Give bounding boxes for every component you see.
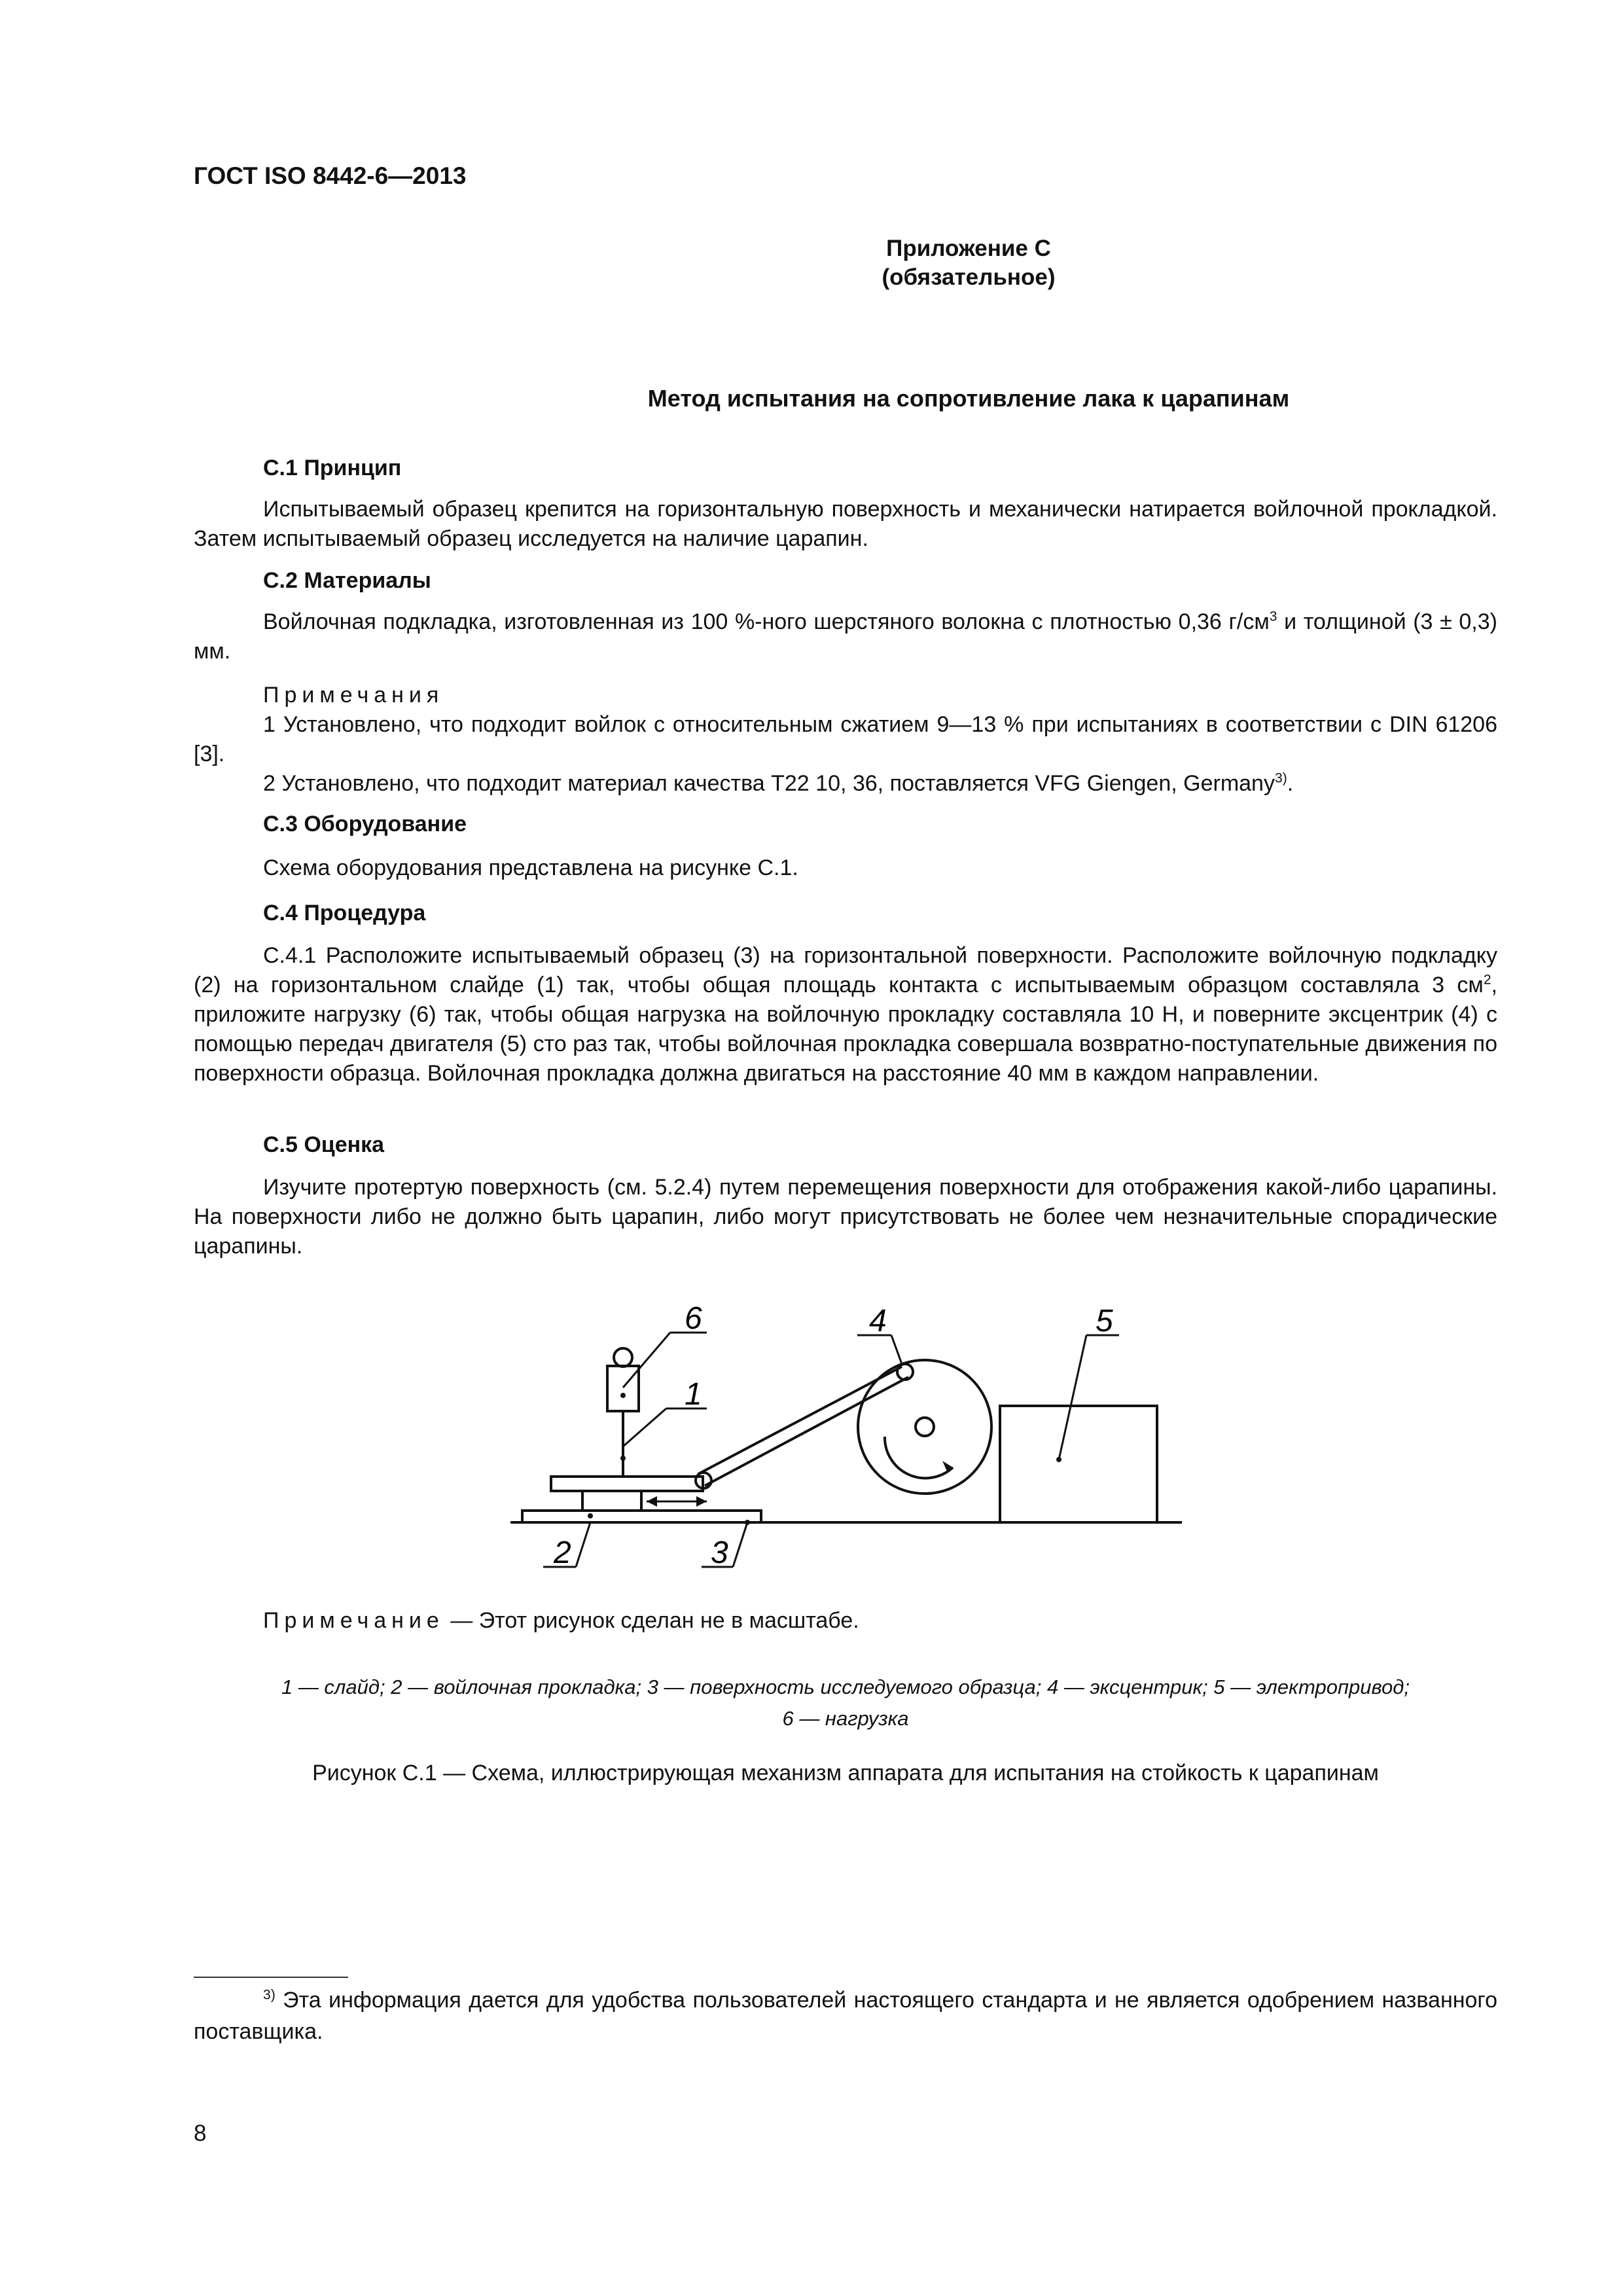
leader-2 xyxy=(576,1522,590,1567)
leader-1 xyxy=(623,1408,666,1446)
section-c5-paragraph: Изучите протертую поверхность (см. 5.2.4) путем перемещения поверхности для отображения какой-либо царапины. На поверхности либо не должно быть царапин, либо могут присутствовать не более чем незначительные спорадические царапины. xyxy=(194,1175,1497,1259)
rotation-arrowhead xyxy=(942,1461,953,1473)
footnote-separator xyxy=(194,1977,348,1978)
figure-c1-diagram xyxy=(510,1296,1217,1584)
notes-block xyxy=(194,681,1497,798)
reciprocation-arrowhead-right xyxy=(696,1496,707,1507)
section-c4-text xyxy=(194,941,1497,1088)
section-c3-paragraph: Схема оборудования представлена на рисунке С.1. xyxy=(263,855,798,880)
note-2 xyxy=(194,769,1497,798)
note-2-text: 2 Установлено, что подходит материал качества T22 10, 36, поставляется VFG Giengen, Germany xyxy=(263,771,1275,796)
motor-box xyxy=(1000,1406,1157,1522)
figure-label-6: 6 xyxy=(685,1301,702,1336)
section-c3-heading: С.3 Оборудование xyxy=(263,812,467,836)
c2-text-part2: и толщиной (3 ± 0,3) мм. xyxy=(194,609,1497,664)
dot-3 xyxy=(745,1520,750,1525)
eccentric-wheel xyxy=(858,1360,991,1494)
figure-legend-line2: 6 — нагрузка xyxy=(782,1707,909,1730)
slide xyxy=(551,1477,703,1491)
load-weight xyxy=(607,1366,639,1411)
method-title: Метод испытания на сопротивление лака к царапинам xyxy=(647,385,1290,412)
figure-label-1: 1 xyxy=(685,1377,702,1412)
section-c5-text xyxy=(194,1173,1497,1261)
leader-3 xyxy=(733,1522,747,1567)
section-c2-text xyxy=(194,607,1497,666)
rotation-arc xyxy=(885,1437,953,1478)
reciprocation-arrowhead-left xyxy=(647,1496,657,1507)
eccentric-axle xyxy=(916,1418,934,1436)
page-number: 8 xyxy=(194,2121,207,2146)
section-c2-heading: С.2 Материалы xyxy=(263,568,431,593)
leader-5 xyxy=(1059,1335,1086,1460)
footnote-text: Эта информация дается для удобства пользователей настоящего стандарта и не является одобрением названного поставщика. xyxy=(194,1988,1497,2044)
note-1: 1 Установлено, что подходит войлок с относительным сжатием 9—13 % при испытаниях в соответствии с DIN 61206 [3]. xyxy=(194,712,1497,766)
footnote-mark: 3) xyxy=(263,1987,276,2003)
dot-2 xyxy=(588,1513,593,1518)
figure-caption: Рисунок С.1 — Схема, иллюстрирующая механизм аппарата для испытания на стойкость к царапинам xyxy=(312,1761,1379,1785)
c4-superscript: 2 xyxy=(1483,972,1491,988)
section-c1-heading: С.1 Принцип xyxy=(263,456,402,480)
figure-note-text: — Этот рисунок сделан не в масштабе. xyxy=(444,1608,859,1633)
figure-label-3: 3 xyxy=(711,1535,728,1570)
annex-status: (обязательное) xyxy=(882,264,1056,290)
figure-label-4: 4 xyxy=(869,1304,887,1338)
section-c4-heading: С.4 Процедура xyxy=(263,901,426,925)
section-c4-paragraph xyxy=(194,941,1497,1088)
connecting-rod-top xyxy=(698,1367,902,1474)
section-c1-paragraph: Испытываемый образец крепится на горизонтальную поверхность и механически натирается войлочной прокладкой. Затем испытываемый образец исследуется на наличие царапин. xyxy=(194,497,1497,551)
note-2-footnote-mark: 3) xyxy=(1274,770,1287,786)
load-knob xyxy=(614,1348,632,1367)
annex-title: Приложение С xyxy=(886,236,1051,261)
c2-superscript: 3 xyxy=(1269,609,1277,624)
leader-4 xyxy=(891,1335,902,1364)
felt-pad xyxy=(582,1491,641,1511)
figure-note xyxy=(194,1606,1497,1636)
notes-label: Примечания xyxy=(263,683,444,708)
dot-6 xyxy=(620,1393,626,1398)
figure-label-5: 5 xyxy=(1096,1304,1113,1338)
section-c3-text xyxy=(194,853,1497,883)
connecting-rod-bottom xyxy=(705,1377,908,1486)
figure-note-line xyxy=(194,1606,1497,1636)
leader-6 xyxy=(623,1333,670,1388)
footnote xyxy=(194,1984,1497,2047)
dot-5 xyxy=(1056,1457,1061,1462)
section-c1-text xyxy=(194,495,1497,554)
note-2-end: . xyxy=(1287,771,1294,796)
sample-surface xyxy=(522,1511,761,1522)
section-c2-paragraph xyxy=(194,607,1497,666)
dot-1 xyxy=(620,1456,626,1461)
document-code: ГОСТ ISO 8442-6—2013 xyxy=(194,162,467,189)
figure-legend xyxy=(194,1672,1497,1734)
figure-note-label: Примечание xyxy=(263,1608,444,1633)
c4-text-part1: С.4.1 Расположите испытываемый образец (3) на горизонтальной поверхности. Расположите войлочную подкладку (2) на горизонтальном слайде (1) так, чтобы общая площадь контакта с испытываемым образцом составляла 3 см xyxy=(194,943,1497,997)
section-c5-heading: С.5 Оценка xyxy=(263,1132,385,1157)
c4-text-part2: , приложите нагрузку (6) так, чтобы общая нагрузка на войлочную прокладку составляла 10 Н, и поверните эксцентрик (4) с помощью передач двигателя (5) сто раз так, чтобы войлочная прокладка совершала возвратно-поступательные движения по поверхности образца. Войлочная прокладка должна двигаться на расстояние 40 мм в каждом направлении. xyxy=(194,973,1497,1086)
footnote-paragraph xyxy=(194,1984,1497,2047)
c2-text-part1: Войлочная подкладка, изготовленная из 100 %-ного шерстяного волокна с плотностью 0,36 г/см xyxy=(263,609,1270,634)
figure-label-2: 2 xyxy=(554,1535,571,1570)
figure-legend-line1: 1 — слайд; 2 — войлочная прокладка; 3 — поверхность исследуемого образца; 4 — эксцентрик; 5 — электропривод; xyxy=(281,1676,1410,1698)
